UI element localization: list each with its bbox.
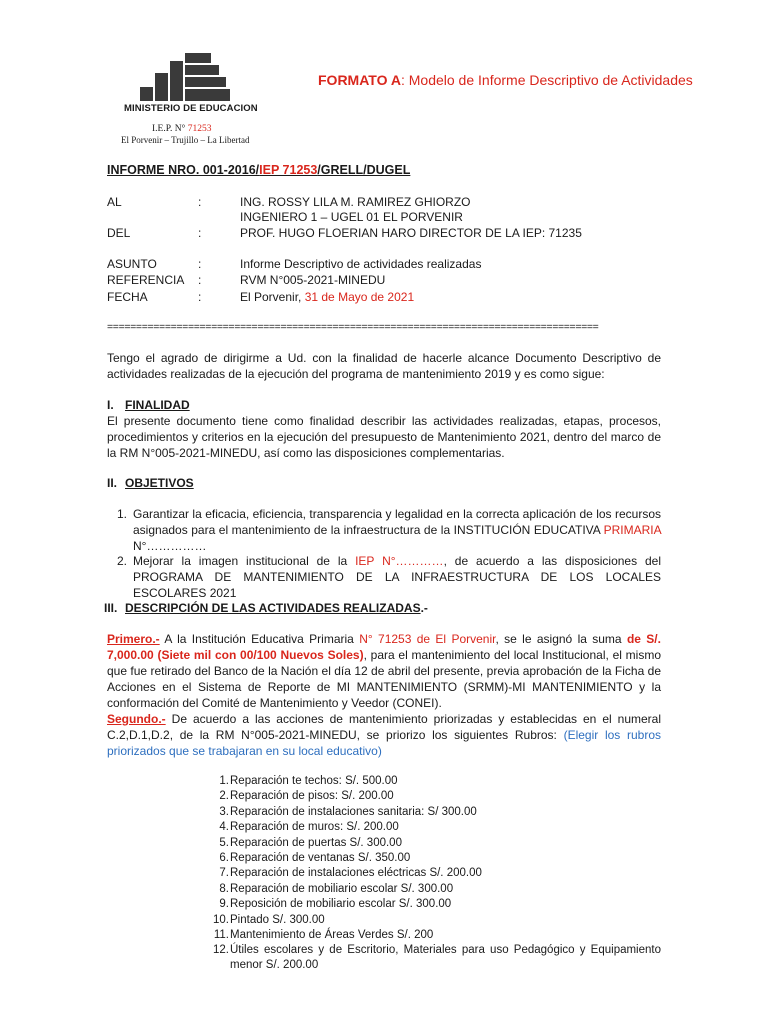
rubro-number: 8. xyxy=(219,882,229,895)
segundo-blue-note: (Elegir los rubros priorizados que se trabajaran en su local educativo) xyxy=(107,728,661,758)
rubro-text: Reparación de instalaciones eléctricas S/. 200.00 xyxy=(230,867,482,880)
del-label: DEL xyxy=(107,226,131,240)
objetivo-1-text xyxy=(133,506,661,554)
rubro-number: 5. xyxy=(219,836,229,849)
asunto-colon: : xyxy=(198,257,202,271)
primero-text-b: , se le asignó la suma xyxy=(495,632,627,646)
rubro-number: 3. xyxy=(219,805,229,818)
del-colon: : xyxy=(198,226,202,240)
iep-number: 71253 xyxy=(187,124,212,134)
asunto-value: Informe Descriptivo de actividades realizadas xyxy=(240,257,482,271)
referencia-colon: : xyxy=(198,273,202,287)
objetivo-2-text xyxy=(133,553,661,601)
objetivo-2-num: 2. xyxy=(117,554,128,568)
rubro-number: 1. xyxy=(219,775,229,787)
iep-number-line xyxy=(152,124,211,134)
informe-suffix: /GRELL/DUGEL xyxy=(317,163,411,177)
rubro-number: 9. xyxy=(219,898,229,911)
rubro-text: Reparación de puertas S/. 300.00 xyxy=(230,836,402,849)
objetivo-1-red: PRIMARIA xyxy=(603,523,661,537)
al-label: AL xyxy=(107,195,122,209)
rubro-number: 12. xyxy=(213,944,229,957)
referencia-value: RVM N°005-2021-MINEDU xyxy=(240,273,386,287)
rubro-text: Reparación de ventanas S/. 350.00 xyxy=(230,852,411,864)
ministry-logo-icon xyxy=(140,53,230,101)
al-colon: : xyxy=(198,195,202,209)
formato-text: Modelo de Informe Descriptivo de Actividades xyxy=(404,72,693,88)
rubro-text: Reparación de mobiliario escolar S/. 300.00 xyxy=(230,882,454,895)
rubro-text: Útiles escolares y de Escritorio, Materiales para uso Pedagógico y Equipamiento menor S/. 200.00 xyxy=(230,944,661,972)
section-descripcion-suffix: .- xyxy=(420,601,428,615)
primero-text-a: A la Institución Educativa Primaria xyxy=(159,632,360,646)
rubro-text: Reparación de pisos: S/. 200.00 xyxy=(230,790,394,803)
segundo-text-a: De acuerdo a las acciones de mantenimiento priorizadas y establecidas en el numeral C.2,D.1,D.2, de la RM N°005-2021-MINEDU, se priorizo los siguientes Rubros: xyxy=(107,712,661,742)
objetivo-2-red: IEP N°………… xyxy=(355,554,444,568)
del-value: PROF. HUGO FLOERIAN HARO DIRECTOR DE LA IEP: 71235 xyxy=(240,226,582,240)
rubro-number: 7. xyxy=(219,867,229,880)
objetivo-2-text-a: Mejorar la imagen institucional de la xyxy=(133,554,356,568)
section-objetivos-title xyxy=(107,475,194,491)
informe-number xyxy=(107,163,410,177)
rubro-number: 6. xyxy=(219,852,229,864)
rubro-text: Reparación te techos: S/. 500.00 xyxy=(230,775,398,787)
objetivo-2-text-b: , de acuerdo a las disposiciones del PROGRAMA DE MANTENIMIENTO DE LA INFRAESTRUCTURA DE LOS LOCALES ESCOLARES 2021 xyxy=(133,554,661,600)
rubro-number: 2. xyxy=(219,790,229,803)
section-finalidad-text: FINALIDAD xyxy=(125,398,190,412)
separator-line: ===================================================================================== xyxy=(107,321,599,333)
fecha-prefix: El Porvenir, xyxy=(240,290,305,304)
informe-prefix: INFORME NRO. 001-2016/ xyxy=(107,163,260,177)
fecha-colon: : xyxy=(198,290,202,304)
formato-heading xyxy=(318,72,693,88)
section-descripcion-text: DESCRIPCIÓN DE LAS ACTIVIDADES REALIZADAS xyxy=(125,601,421,615)
school-location: El Porvenir – Trujillo – La Libertad xyxy=(121,135,250,145)
fecha-date: 31 de Mayo de 2021 xyxy=(304,290,415,304)
objetivo-1-text-a: Garantizar la eficacia, eficiencia, transparencia y legalidad en la correcta aplicación de los recursos asignados para el mantenimiento de la infraestructura de la INSTITUCIÓN EDUCATIVA xyxy=(133,507,661,537)
section-descripcion-num: III. xyxy=(104,601,118,615)
section-objetivos-num: II. xyxy=(107,476,118,490)
formato-colon: : xyxy=(400,72,405,88)
iep-prefix: I.E.P. N° xyxy=(152,124,186,134)
section-finalidad-title xyxy=(107,397,190,413)
section-descripcion-title xyxy=(104,600,428,616)
informe-iep: IEP 71253 xyxy=(259,163,318,177)
al-value-line1: ING. ROSSY LILA M. RAMIREZ GHIORZO xyxy=(240,195,471,209)
objetivo-1-text-b: N°…………… xyxy=(133,539,207,553)
primero-red-1: N° 71253 de El Porvenir xyxy=(359,632,496,646)
rubro-text: Pintado S/. 300.00 xyxy=(230,913,325,926)
rubro-text: Reposición de mobiliario escolar S/. 300.00 xyxy=(230,898,452,911)
rubro-number: 10. xyxy=(213,913,229,926)
rubro-number: 4. xyxy=(219,821,229,834)
primero-label: Primero.- xyxy=(107,632,160,646)
section-finalidad-num: I. xyxy=(107,398,114,412)
ministry-name: MINISTERIO DE EDUCACION xyxy=(124,103,258,114)
section-objetivos-text: OBJETIVOS xyxy=(125,476,194,490)
referencia-label: REFERENCIA xyxy=(107,273,185,287)
intro-paragraph: Tengo el agrado de dirigirme a Ud. con la finalidad de hacerle alcance Documento Descriptivo de actividades realizadas de la ejecución del programa de mantenimiento 2019 y es como sigue: xyxy=(107,351,661,381)
primero-text-c: , para el mantenimiento del local Institucional, el mismo que fue retirado del Banco de la Nación el día 12 de abril del presente, previa aprobación de la Ficha de Acciones en el Sistema de Reporte de MI MANTENIMIENTO (SRMM)-MI MANTENIMIENTO y la conformación del Comité de Mantenimiento y Veedor (CONEI). xyxy=(107,648,661,710)
fecha-label: FECHA xyxy=(107,290,148,304)
finalidad-body: El presente documento tiene como finalidad describir las actividades realizadas, etapas, procesos, procedimientos y criterios en la ejecución del presupuesto de Mantenimiento 2021, dentro del marco de la RM N°005-2021-MINEDU, así como las disposiciones complementarias. xyxy=(107,414,661,460)
fecha-value xyxy=(240,290,414,305)
rubro-number: 11. xyxy=(213,929,229,941)
primero-red-2: de S/. 7,000.00 (Siete mil con 00/100 Nuevos Soles) xyxy=(107,632,661,662)
primero-paragraph xyxy=(107,631,661,711)
rubro-text: Reparación de instalaciones sanitaria: S/ 300.00 xyxy=(230,805,477,818)
rubro-text: Mantenimiento de Áreas Verdes S/. 200 xyxy=(230,929,434,941)
asunto-label: ASUNTO xyxy=(107,257,157,271)
al-value-line2: INGENIERO 1 – UGEL 01 EL PORVENIR xyxy=(240,210,463,224)
rubro-text: Reparación de muros: S/. 200.00 xyxy=(230,821,399,834)
objetivo-1-num: 1. xyxy=(117,507,128,521)
formato-label: FORMATO A xyxy=(318,72,401,88)
segundo-paragraph xyxy=(107,711,661,759)
segundo-label: Segundo.- xyxy=(107,712,166,726)
